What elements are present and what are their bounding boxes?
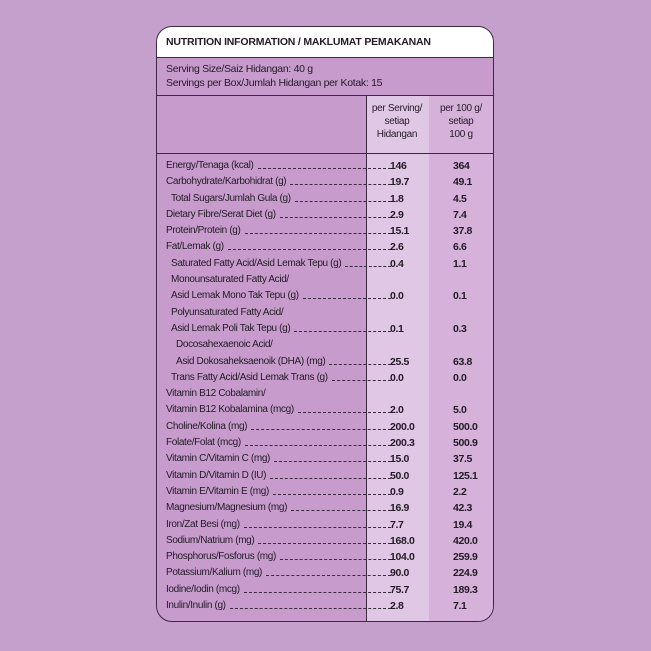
nutrient-label [166, 402, 391, 418]
nutrient-label [166, 223, 391, 239]
nutrient-label [166, 158, 391, 174]
dotted-leader [245, 435, 391, 446]
nutrient-name: Vitamin B12 Kobalamina (mcg) [166, 404, 294, 416]
nutrient-name: Monounsaturated Fatty Acid/ [171, 274, 289, 286]
per-100g-value: 7.4 [453, 208, 467, 221]
nutrient-label [166, 419, 391, 435]
per-serving-value: 7.7 [390, 518, 404, 531]
nutrient-label [166, 565, 391, 581]
nutrient-name: Energy/Tenaga (kcal) [166, 160, 254, 171]
per-100g-value: 125.1 [453, 469, 478, 482]
nutrient-label [166, 549, 391, 565]
per-100g-header-line: 100 g [449, 129, 473, 140]
nutrient-name: Asid Lemak Poli Tak Tepu (g) [171, 322, 291, 334]
per-100g-header-line: setiap [448, 116, 474, 127]
table-row [157, 272, 493, 288]
per-serving-value: 2.9 [390, 208, 404, 221]
table-row [157, 598, 493, 614]
table-row [157, 158, 493, 174]
per-serving-header [366, 102, 428, 141]
table-row [157, 517, 493, 533]
table-row [157, 402, 493, 418]
per-serving-value: 1.8 [390, 192, 404, 205]
nutrient-name: Docosahexaenoic Acid/ [176, 339, 273, 351]
per-serving-header-line: Hidangan [376, 129, 418, 140]
per-100g-value: 0.0 [453, 371, 467, 384]
serving-info [157, 58, 493, 96]
dotted-leader [273, 484, 391, 495]
nutrient-name: Trans Fatty Acid/Asid Lemak Trans (g) [171, 371, 328, 383]
per-serving-header-line: per Serving/ [371, 103, 423, 114]
per-serving-value: 0.1 [390, 322, 404, 335]
per-serving-value: 0.0 [390, 371, 404, 384]
per-serving-value: 15.0 [390, 453, 410, 466]
nutrient-label [166, 207, 391, 223]
nutrient-name: Polyunsaturated Fatty Acid/ [171, 306, 284, 318]
dotted-leader [329, 354, 391, 365]
nutrient-label [166, 239, 391, 255]
nutrient-name: Potassium/Kalium (mg) [166, 567, 263, 579]
servings-per-box: Servings per Box/Jumlah Hidangan per Kotak: 15 [166, 77, 383, 89]
nutrient-name: Vitamin B12 Cobalamin/ [166, 388, 266, 400]
per-100g-value: 7.1 [453, 600, 467, 613]
table-row [157, 354, 493, 370]
serving-size: Serving Size/Saiz Hidangan: 40 g [166, 63, 313, 75]
nutrient-label [166, 500, 391, 516]
nutrient-label [171, 256, 391, 272]
nutrient-name: Sodium/Natrium (mg) [166, 534, 255, 546]
nutrient-name: Phosphorus/Fosforus (mg) [166, 551, 276, 563]
dotted-leader [244, 582, 391, 593]
table-row [157, 565, 493, 581]
nutrition-table [157, 96, 493, 621]
per-serving-value: 25.5 [390, 355, 410, 368]
nutrient-name: Iron/Zat Besi (mg) [166, 518, 240, 530]
dotted-leader [258, 158, 392, 169]
nutrient-name: Vitamin C/Vitamin C (mg) [166, 453, 271, 465]
nutrient-name: Fat/Lemak (g) [166, 241, 224, 253]
table-row [157, 468, 493, 484]
table-row [157, 191, 493, 207]
per-100g-value: 6.6 [453, 241, 467, 254]
table-row [157, 207, 493, 223]
nutrient-name: Vitamin E/Vitamin E (mg) [166, 485, 269, 497]
table-row [157, 386, 493, 402]
per-100g-value: 0.1 [453, 290, 467, 303]
table-row [157, 500, 493, 516]
dotted-leader [280, 207, 391, 218]
per-100g-value: 1.1 [453, 257, 467, 270]
per-100g-value: 2.2 [453, 485, 467, 498]
nutrient-name: Asid Dokosaheksaenoik (DHA) (mg) [176, 355, 326, 367]
per-100g-value: 420.0 [453, 534, 478, 547]
table-row [157, 305, 493, 321]
per-serving-value: 2.0 [390, 404, 404, 417]
table-row [157, 419, 493, 435]
nutrient-label [171, 370, 391, 386]
dotted-leader [294, 321, 391, 332]
nutrient-label [166, 468, 391, 484]
nutrient-label [171, 305, 391, 321]
table-row [157, 435, 493, 451]
per-100g-value: 500.9 [453, 437, 478, 450]
per-serving-value: 104.0 [390, 551, 415, 564]
dotted-leader [244, 517, 391, 528]
per-serving-value: 146 [390, 160, 407, 172]
dotted-leader [274, 451, 391, 462]
nutrient-label [171, 191, 391, 207]
dotted-leader [345, 256, 391, 267]
nutrition-title: NUTRITION INFORMATION / MAKLUMAT PEMAKANAN [157, 27, 493, 58]
per-serving-value: 15.1 [390, 225, 410, 238]
nutrient-name: Iodine/Iodin (mcg) [166, 583, 240, 595]
nutrient-label [166, 582, 391, 598]
nutrient-name: Folate/Folat (mcg) [166, 437, 241, 449]
table-row [157, 174, 493, 190]
nutrient-name: Vitamin D/Vitamin D (IU) [166, 469, 267, 481]
per-100g-value: 19.4 [453, 518, 473, 531]
per-serving-value: 0.0 [390, 290, 404, 303]
nutrient-label [166, 386, 391, 402]
dotted-leader [280, 549, 391, 560]
per-serving-value: 200.3 [390, 437, 415, 450]
table-row [157, 256, 493, 272]
table-row [157, 582, 493, 598]
nutrition-label-card [156, 26, 494, 622]
per-serving-value: 90.0 [390, 567, 410, 580]
per-100g-value: 37.8 [453, 225, 473, 238]
per-100g-value: 63.8 [453, 355, 473, 368]
nutrient-name: Protein/Protein (g) [166, 225, 241, 237]
per-serving-value: 75.7 [390, 583, 410, 596]
table-row [157, 223, 493, 239]
per-100g-value: 500.0 [453, 420, 478, 433]
per-100g-value: 5.0 [453, 404, 467, 417]
nutrient-label [166, 533, 391, 549]
nutrient-rows [157, 158, 493, 614]
dotted-leader [290, 174, 391, 185]
table-row [157, 484, 493, 500]
dotted-leader [303, 288, 391, 299]
per-serving-value: 19.7 [390, 176, 410, 189]
dotted-leader [298, 402, 391, 413]
per-100g-value: 364 [453, 160, 470, 172]
per-serving-value: 50.0 [390, 469, 410, 482]
per-serving-value: 168.0 [390, 534, 415, 547]
per-serving-value: 2.6 [390, 241, 404, 254]
nutrient-label [171, 288, 391, 304]
table-row [157, 337, 493, 353]
nutrient-name: Magnesium/Magnesium (mg) [166, 502, 288, 514]
table-row [157, 239, 493, 255]
dotted-leader [230, 598, 391, 609]
per-serving-value: 0.9 [390, 485, 404, 498]
dotted-leader [251, 419, 391, 430]
nutrient-label [176, 337, 391, 353]
header-divider [157, 153, 493, 154]
nutrient-name: Choline/Kolina (mg) [166, 420, 248, 432]
nutrient-label [166, 451, 391, 467]
dotted-leader [228, 239, 391, 250]
dotted-leader [266, 565, 391, 576]
nutrient-label [166, 517, 391, 533]
dotted-leader [258, 533, 391, 544]
table-row [157, 370, 493, 386]
nutrient-name: Asid Lemak Mono Tak Tepu (g) [171, 290, 299, 302]
dotted-leader [291, 500, 391, 511]
per-100g-value: 4.5 [453, 192, 467, 205]
per-serving-value: 2.8 [390, 600, 404, 613]
per-serving-header-line: setiap [384, 116, 410, 127]
nutrient-label [166, 435, 391, 451]
per-100g-value: 224.9 [453, 567, 478, 580]
table-row [157, 321, 493, 337]
table-row [157, 451, 493, 467]
table-row [157, 533, 493, 549]
dotted-leader [270, 468, 391, 479]
nutrient-name: Total Sugars/Jumlah Gula (g) [171, 192, 291, 204]
nutrient-name: Saturated Fatty Acid/Asid Lemak Tepu (g) [171, 257, 342, 269]
nutrient-label [176, 354, 391, 370]
nutrient-label [166, 484, 391, 500]
nutrient-label [171, 272, 391, 288]
per-100g-value: 189.3 [453, 583, 478, 596]
per-serving-value: 16.9 [390, 502, 410, 515]
per-100g-value: 42.3 [453, 502, 473, 515]
nutrient-label [166, 174, 391, 190]
nutrient-name: Carbohydrate/Karbohidrat (g) [166, 176, 287, 188]
dotted-leader [245, 223, 392, 234]
per-100g-value: 37.5 [453, 453, 473, 466]
nutrient-label [171, 321, 391, 337]
dotted-leader [295, 191, 391, 202]
nutrient-name: Inulin/Inulin (g) [166, 600, 226, 612]
table-row [157, 549, 493, 565]
nutrient-name: Dietary Fibre/Serat Diet (g) [166, 208, 276, 220]
per-serving-value: 0.4 [390, 257, 404, 270]
per-100g-value: 49.1 [453, 176, 473, 189]
per-100g-header-line: per 100 g/ [439, 103, 483, 114]
per-100g-value: 259.9 [453, 551, 478, 564]
table-row [157, 288, 493, 304]
per-100g-header [429, 102, 493, 141]
dotted-leader [332, 370, 391, 381]
nutrient-label [166, 598, 391, 614]
per-serving-value: 200.0 [390, 420, 415, 433]
per-100g-value: 0.3 [453, 322, 467, 335]
